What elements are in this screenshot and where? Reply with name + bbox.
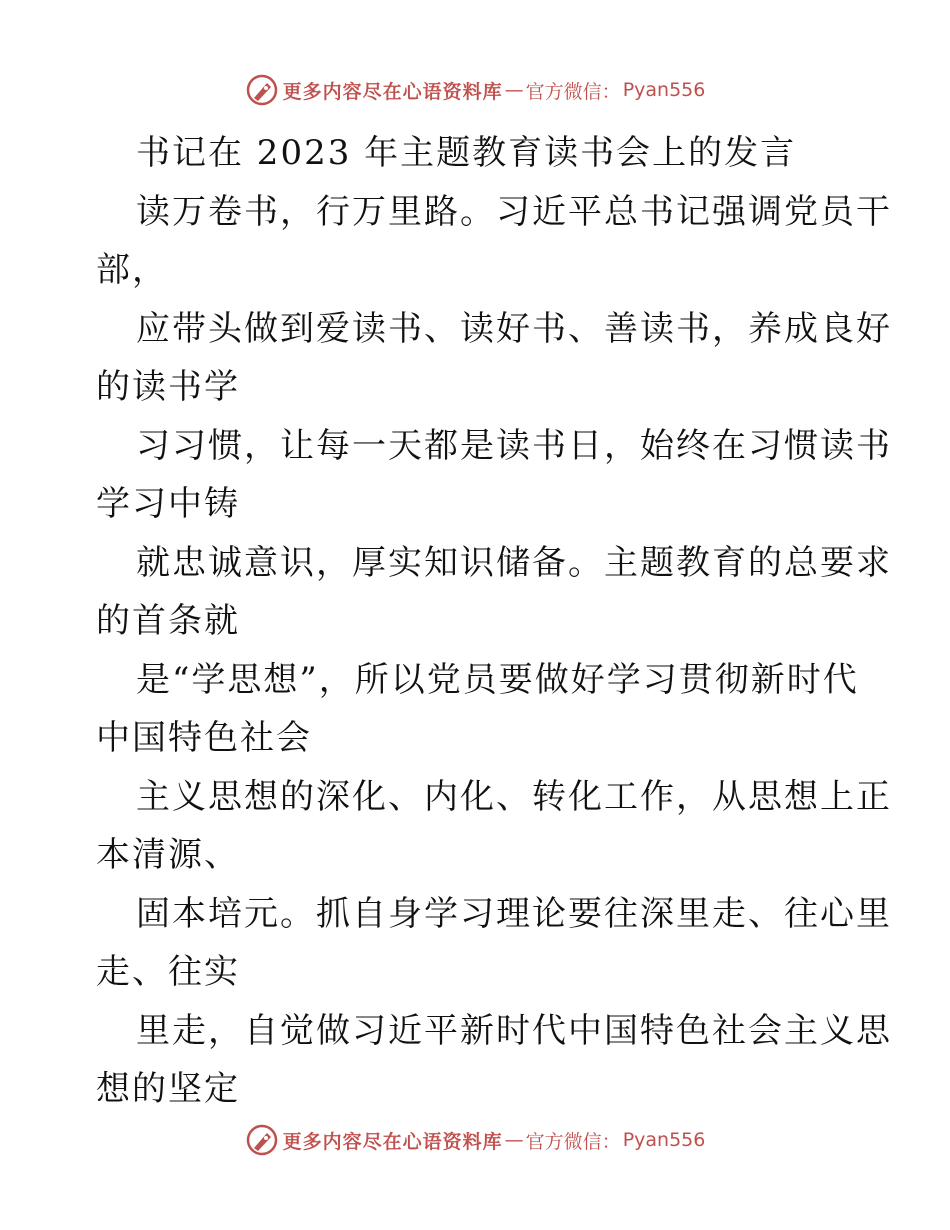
text-line: 主义思想的深化、内化、转化工作，从思想上正 — [136, 776, 892, 817]
text-line: 学习中铸 — [96, 484, 240, 524]
header-banner — [0, 70, 950, 110]
text-line: 想的坚定 — [96, 1069, 240, 1109]
text-line: 应带头做到爱读书、读好书、善读书，养成良好 — [136, 308, 892, 349]
banner-dash: — — [504, 79, 524, 101]
pen-nib-logo-icon — [245, 73, 279, 107]
text-line: 就忠诚意识，厚实知识储备。主题教育的总要求 — [136, 542, 892, 583]
text-line: 走、往实 — [96, 952, 240, 992]
text-line: 部， — [96, 250, 168, 290]
pen-nib-logo-icon — [245, 1123, 279, 1157]
text-line: 读万卷书，行万里路。习近平总书记强调党员干 — [136, 191, 892, 232]
brand-text: 更多内容尽在心语资料库 — [282, 80, 503, 103]
text-line: 习习惯，让每一天都是读书日，始终在习惯读书 — [136, 425, 892, 466]
text-line: 本清源、 — [96, 835, 240, 875]
footer-banner — [0, 1120, 950, 1160]
text-line: 里走，自觉做习近平新时代中国特色社会主义思 — [136, 1010, 892, 1051]
wechat-account: Pyan556 — [622, 79, 706, 101]
text-line: 中国特色社会 — [96, 718, 312, 758]
brand-text: 更多内容尽在心语资料库 — [282, 1130, 503, 1153]
text-line: 的读书学 — [96, 367, 240, 407]
wechat-account: Pyan556 — [622, 1129, 706, 1151]
text-line: 是“学思想”，所以党员要做好学习贯彻新时代 — [136, 659, 859, 700]
text-line: 固本培元。抓自身学习理论要往深里走、往心里 — [136, 893, 892, 934]
document-body — [96, 124, 892, 1119]
text-line: 的首条就 — [96, 601, 240, 641]
document-title: 书记在 2023 年主题教育读书会上的发言 — [136, 133, 797, 173]
official-wechat-label: 官方微信： — [525, 80, 621, 103]
official-wechat-label: 官方微信： — [525, 1130, 621, 1153]
banner-dash: — — [504, 1129, 524, 1151]
